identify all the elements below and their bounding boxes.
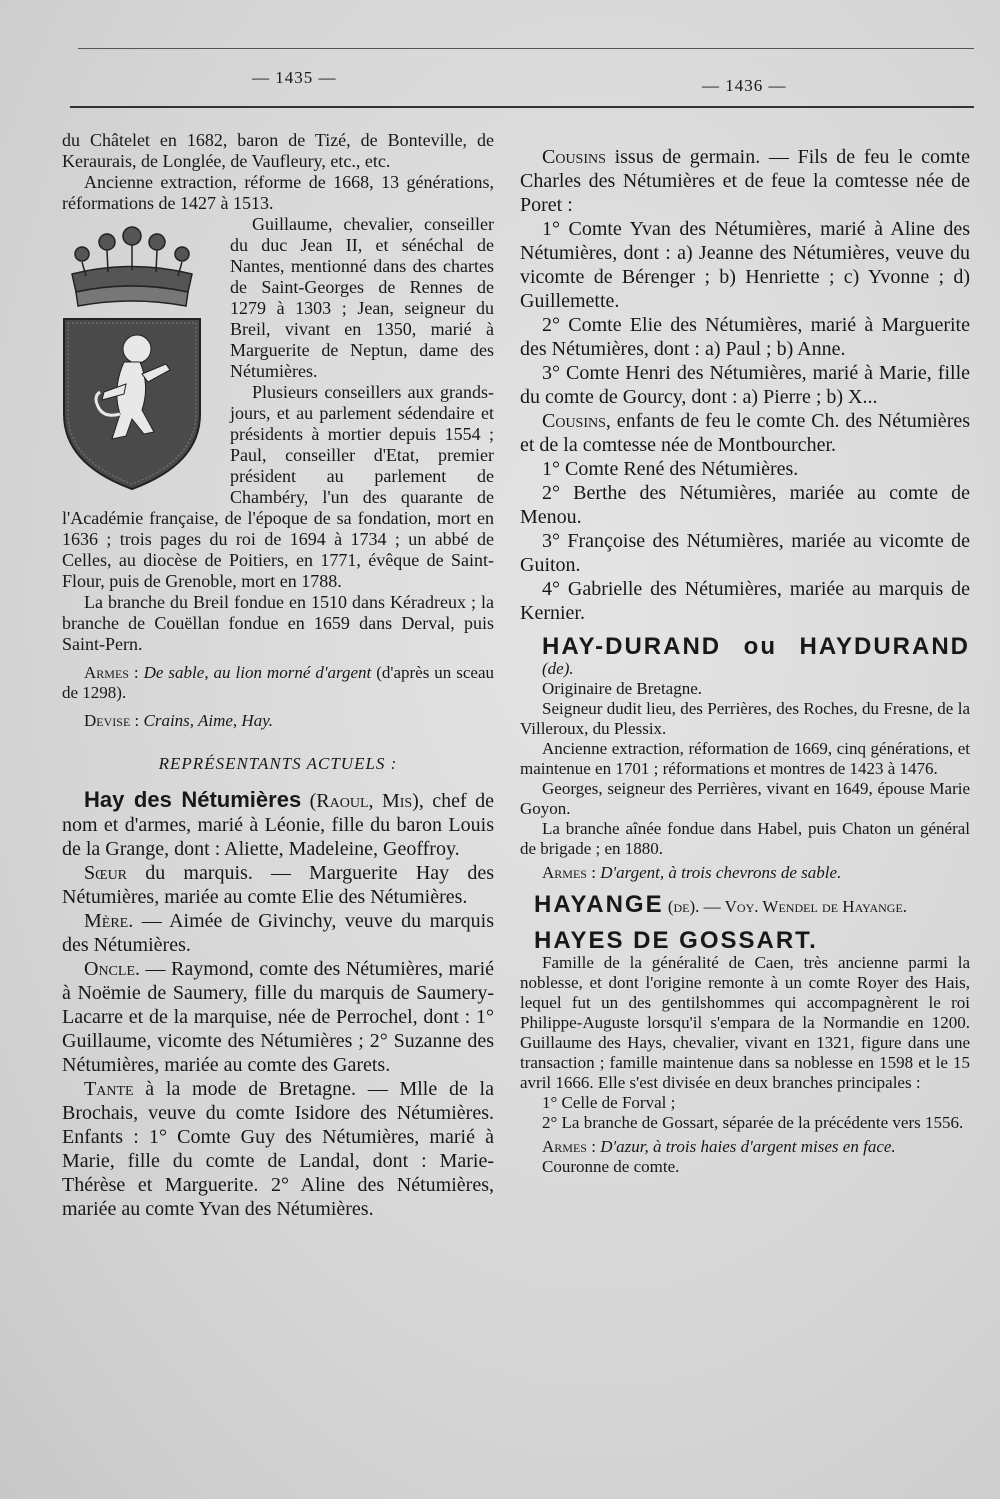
paragraph: Plusieurs conseillers aux grands-jours, et au parlement sédendaire et présidents à mortier depuis 1554 ; Paul, conseiller d'Etat, premier président au parlement de Chambéry, l'un des quarante de l'Académie française, de l'époque de sa fondation, mort en 1636 ; trois pages du roi de 1694 à 1734 ; un abbé de Celles, au diocèse de Poitiers, en 1771, évêque de Saint-Flour, puis de Grenoble, mort en 1788. bbox=[62, 382, 494, 591]
devise-label: Devise : bbox=[84, 711, 140, 730]
paragraph: La branche du Breil fondue en 1510 dans Kéradreux ; la branche de Couëllan fondue en 1659 dans Derval, puis Saint-Pern. bbox=[62, 592, 494, 654]
tante-text: à la mode de Bretagne. — Mlle de la Brochais, veuve du comte Isidore des Nétumières. Enfants : 1° Comte Guy des Nétumières, marié à Marie, fille du comte de Landal, dont : Marie-Thérèse et Marguerite. 2° Aline des Nétumières, mariée au comte Yvan des Nétumières. bbox=[62, 1078, 494, 1220]
cousins-label: Cousins bbox=[542, 146, 606, 168]
armes-label: Armes : bbox=[84, 663, 139, 682]
armes-text: De sable, au lion morné d'argent bbox=[143, 663, 372, 682]
soeur-text: du marquis. — Marguerite Hay des Nétumières, mariée au comte Elie des Nétumières. bbox=[62, 862, 495, 908]
list-item: 1° Celle de Forval ; bbox=[542, 1093, 676, 1112]
armes-text: D'argent, à trois chevrons de sable. bbox=[600, 863, 842, 882]
paragraph: Seigneur dudit lieu, des Perrières, des Roches, du Fresne, de la Villeroux, du Plessix. bbox=[520, 699, 970, 738]
representative-title: (Raoul, Mis), bbox=[309, 790, 424, 812]
entry-title: HAY-DURAND ou HAYDURAND bbox=[542, 633, 970, 660]
list-item: 4° Gabrielle des Nétumières, mariée au marquis de Kernier. bbox=[520, 578, 970, 624]
paragraph: Ancienne extraction, réforme de 1668, 13 générations, réformations de 1427 à 1513. bbox=[62, 172, 494, 213]
paragraph: Guillaume, chevalier, conseiller du duc Jean II, et sénéchal de Nantes, mentionné dans des chartes de Saint-Georges de Rennes de 1279 à 1303 ; Jean, seigneur du Breil, vivant en 1350, marié à Marguerite de Neptun, dame des Nétumières. bbox=[230, 214, 494, 381]
cousins2-text: enfants de feu le comte Ch. des Nétumières et de la comtesse née de Montbourcher. bbox=[520, 410, 971, 456]
paragraph: Georges, seigneur des Perrières, vivant en 1649, épouse Marie Goyon. bbox=[520, 779, 970, 818]
oncle-text: — Raymond, comte des Nétumières, marié à Noëmie de Saumery, fille du marquis de Saumery-Lacarre et de la marquise, née de Perrochel, dont : 1° Guillaume, vicomte des Nétumières ; 2° Suzanne des Nétumières, mariée au comte des Garets. bbox=[62, 958, 495, 1076]
entry-hay-durand bbox=[520, 633, 970, 883]
list-item: 2° Comte Elie des Nétumières, marié à Marguerite des Nétumières, dont : a) Paul ; b) Anne. bbox=[520, 314, 970, 360]
cousins-text: issus de germain. — Fils de feu le comte Charles des Nétumières et de feue la comtesse née de Poret : bbox=[520, 146, 970, 216]
armes-label: Armes : bbox=[542, 863, 596, 882]
header-rule bbox=[70, 106, 974, 108]
section-heading: REPRÉSENTANTS ACTUELS : bbox=[158, 754, 398, 773]
representative-name: Hay des Nétumières bbox=[84, 787, 302, 812]
mere-label: Mère. bbox=[84, 910, 134, 932]
soeur-label: Sœur bbox=[84, 862, 128, 884]
coat-of-arms-icon bbox=[42, 214, 222, 494]
left-page-number: — 1435 — bbox=[252, 68, 337, 87]
entry-hayange bbox=[520, 891, 970, 918]
list-item: 3° Françoise des Nétumières, mariée au vicomte de Guiton. bbox=[520, 530, 970, 576]
right-column bbox=[520, 145, 970, 1177]
paragraph: Famille de la généralité de Caen, très ancienne parmi la noblesse, et dont l'origine remonte à un comte Royer des Hais, lequel fut un des gentilshommes qui accompagnèrent le roi Philippe-Auguste lorsqu'il s'empara de la Normandie en 1200. Guillaume des Hays, chevalier, vivant en 1321, figure dans une transaction ; famille maintenue dans sa noblesse en 1598 et le 15 avril 1666. Elle s'est divisée en deux branches principales : bbox=[520, 953, 970, 1092]
representative-text: chef de nom et d'armes, marié à Léonie, fille du baron Louis de la Grange, dont : Aliette, Madeleine, Geoffroy. bbox=[62, 790, 495, 860]
list-item: 1° Comte Yvan des Nétumières, marié à Aline des Nétumières, dont : a) Jeanne des Nétumières, veuve du vicomte de Bérenger ; b) Henriette ; c) Yvonne ; d) Guillemette. bbox=[520, 218, 970, 312]
paragraph: Ancienne extraction, réformation de 1669, cinq générations, et maintenue en 1701 ; réformations et montres de 1423 à 1476. bbox=[520, 739, 970, 778]
entry-title: HAYES DE GOSSART. bbox=[534, 927, 818, 954]
left-column bbox=[62, 130, 494, 1221]
paragraph: Couronne de comte. bbox=[542, 1157, 680, 1176]
entry-reference: (de). — Voy. Wendel de Hayange. bbox=[667, 897, 908, 916]
top-rule bbox=[78, 48, 974, 49]
cousins2-label: Cousins, bbox=[542, 410, 611, 432]
entry-hayes-de-gossart bbox=[520, 927, 970, 1177]
list-item: 2° Berthe des Nétumières, mariée au comte de Menou. bbox=[520, 482, 970, 528]
paragraph: Originaire de Bretagne. bbox=[542, 679, 703, 698]
armes-label: Armes : bbox=[542, 1137, 596, 1156]
devise-text: Crains, Aime, Hay. bbox=[143, 711, 274, 730]
mere-text: — Aimée de Givinchy, veuve du marquis des Nétumières. bbox=[62, 910, 495, 956]
armes-text: D'azur, à trois haies d'argent mises en face. bbox=[600, 1137, 896, 1156]
paragraph: La branche aînée fondue dans Habel, puis Chaton un général de brigade ; en 1880. bbox=[520, 819, 970, 858]
entry-particle: (de). bbox=[542, 659, 574, 678]
armes-note: (d'après un sceau de 1298). bbox=[62, 663, 495, 702]
oncle-label: Oncle. bbox=[84, 958, 140, 980]
entry-title: HAYANGE bbox=[534, 891, 664, 918]
right-page-number: — 1436 — bbox=[702, 76, 787, 95]
tante-label: Tante bbox=[84, 1078, 134, 1100]
list-item: 3° Comte Henri des Nétumières, marié à Marie, fille du comte de Gourcy, dont : a) Pierre ; b) X... bbox=[520, 362, 970, 408]
list-item: 2° La branche de Gossart, séparée de la précédente vers 1556. bbox=[542, 1113, 964, 1132]
list-item: 1° Comte René des Nétumières. bbox=[542, 458, 799, 480]
paragraph: du Châtelet en 1682, baron de Tizé, de Bonteville, de Keraurais, de Longlée, de Vaufleury, etc., etc. bbox=[62, 130, 494, 171]
